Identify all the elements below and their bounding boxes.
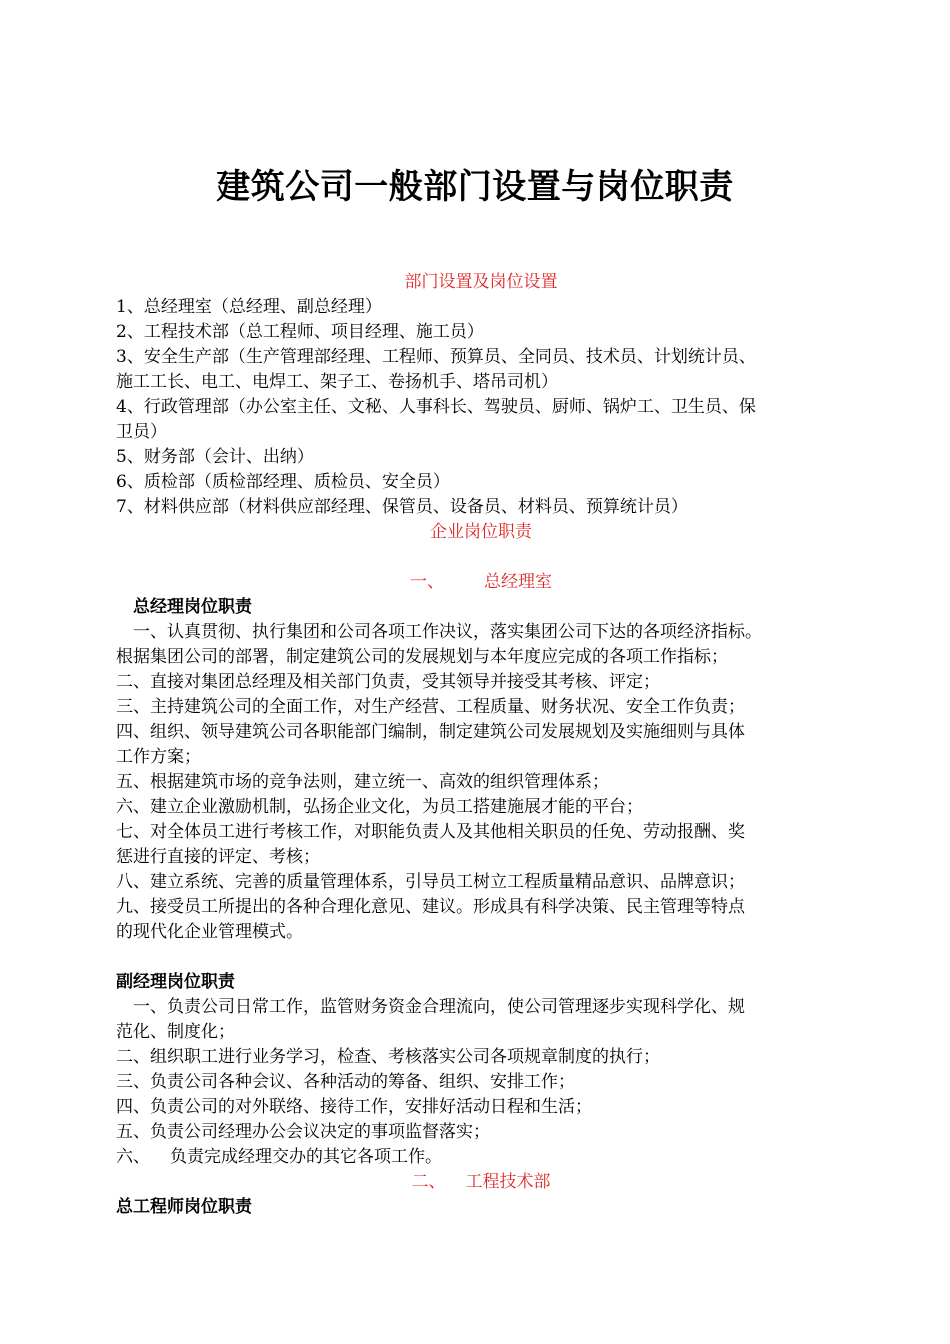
duty-line: 三、负责公司各种会议、各种活动的筹备、组织、安排工作； xyxy=(116,1072,575,1092)
department-line: 4、行政管理部（办公室主任、文秘、人事科长、驾驶员、厨师、锅炉工、卫生员、保 xyxy=(116,397,756,417)
gm-duties-title: 总经理岗位职责 xyxy=(133,597,252,617)
duty-line: 范化、制度化； xyxy=(116,1022,235,1042)
duty-line xyxy=(116,1145,846,1170)
duty-number: 六、 xyxy=(116,1147,150,1167)
dgm-duties-title: 副经理岗位职责 xyxy=(116,972,235,992)
duty-line: 四、组织、领导建筑公司各职能部门编制，制定建筑公司发展规划及实施细则与具体 xyxy=(116,722,745,742)
department-line: 卫员） xyxy=(116,422,167,442)
duty-line: 八、建立系统、完善的质量管理体系，引导员工树立工程质量精品意识、品牌意识； xyxy=(116,872,745,892)
part-heading-engineering-dept xyxy=(116,1170,846,1195)
duty-line: 根据集团公司的部署，制定建筑公司的发展规划与本年度应完成的各项工作指标； xyxy=(116,647,728,667)
duty-line: 一、负责公司日常工作，监管财务资金合理流向，使公司管理逐步实现科学化、规 xyxy=(133,997,745,1017)
duty-line: 四、负责公司的对外联络、接待工作，安排好活动日程和生活； xyxy=(116,1097,592,1117)
duty-text: 负责完成经理交办的其它各项工作。 xyxy=(170,1147,442,1167)
department-line: 3、安全生产部（生产管理部经理、工程师、预算员、全同员、技术员、计划统计员、 xyxy=(116,347,756,367)
ce-duties-title: 总工程师岗位职责 xyxy=(116,1197,252,1217)
part-number: 二、 xyxy=(411,1172,446,1192)
part-name: 工程技术部 xyxy=(465,1172,551,1192)
duty-line: 九、接受员工所提出的各种合理化意见、建议。形成具有科学决策、民主管理等特点 xyxy=(116,897,745,917)
department-line: 7、材料供应部（材料供应部经理、保管员、设备员、材料员、预算统计员） xyxy=(116,497,688,517)
section-heading-departments: 部门设置及岗位设置 xyxy=(404,272,558,292)
document-title: 建筑公司一般部门设置与岗位职责 xyxy=(216,167,734,207)
department-line: 施工工长、电工、电焊工、架子工、卷扬机手、塔吊司机） xyxy=(116,372,558,392)
duty-line: 二、组织职工进行业务学习，检查、考核落实公司各项规章制度的执行； xyxy=(116,1047,660,1067)
department-line: 5、财务部（会计、出纳） xyxy=(116,447,314,467)
duty-line: 惩进行直接的评定、考核； xyxy=(116,847,320,867)
duty-line: 六、建立企业激励机制，弘扬企业文化，为员工搭建施展才能的平台； xyxy=(116,797,643,817)
gm-duties-list xyxy=(116,620,846,945)
department-list xyxy=(116,295,846,520)
duty-line: 二、直接对集团总经理及相关部门负责，受其领导并接受其考核、评定； xyxy=(116,672,660,692)
duty-line: 的现代化企业管理模式。 xyxy=(116,922,303,942)
duty-line: 工作方案； xyxy=(116,747,201,767)
part-number: 一、 xyxy=(410,572,444,592)
department-line: 6、质检部（质检部经理、质检员、安全员） xyxy=(116,472,450,492)
document-body xyxy=(116,270,846,1220)
duty-line: 一、认真贯彻、执行集团和公司各项工作决议，落实集团公司下达的各项经济指标。 xyxy=(133,622,762,642)
duty-line: 五、负责公司经理办公会议决定的事项监督落实； xyxy=(116,1122,490,1142)
department-line: 1、总经理室（总经理、副总经理） xyxy=(116,297,382,317)
dgm-duties-list xyxy=(116,995,846,1170)
section-heading-duties: 企业岗位职责 xyxy=(430,522,532,542)
part-heading-general-manager-office xyxy=(116,570,846,595)
department-line: 2、工程技术部（总工程师、项目经理、施工员） xyxy=(116,322,484,342)
duty-line: 五、根据建筑市场的竞争法则，建立统一、高效的组织管理体系； xyxy=(116,772,609,792)
duty-line: 三、主持建筑公司的全面工作，对生产经营、工程质量、财务状况、安全工作负责； xyxy=(116,697,745,717)
part-name: 总经理室 xyxy=(484,572,552,592)
duty-line: 七、对全体员工进行考核工作，对职能负责人及其他相关职员的任免、劳动报酬、奖 xyxy=(116,822,745,842)
